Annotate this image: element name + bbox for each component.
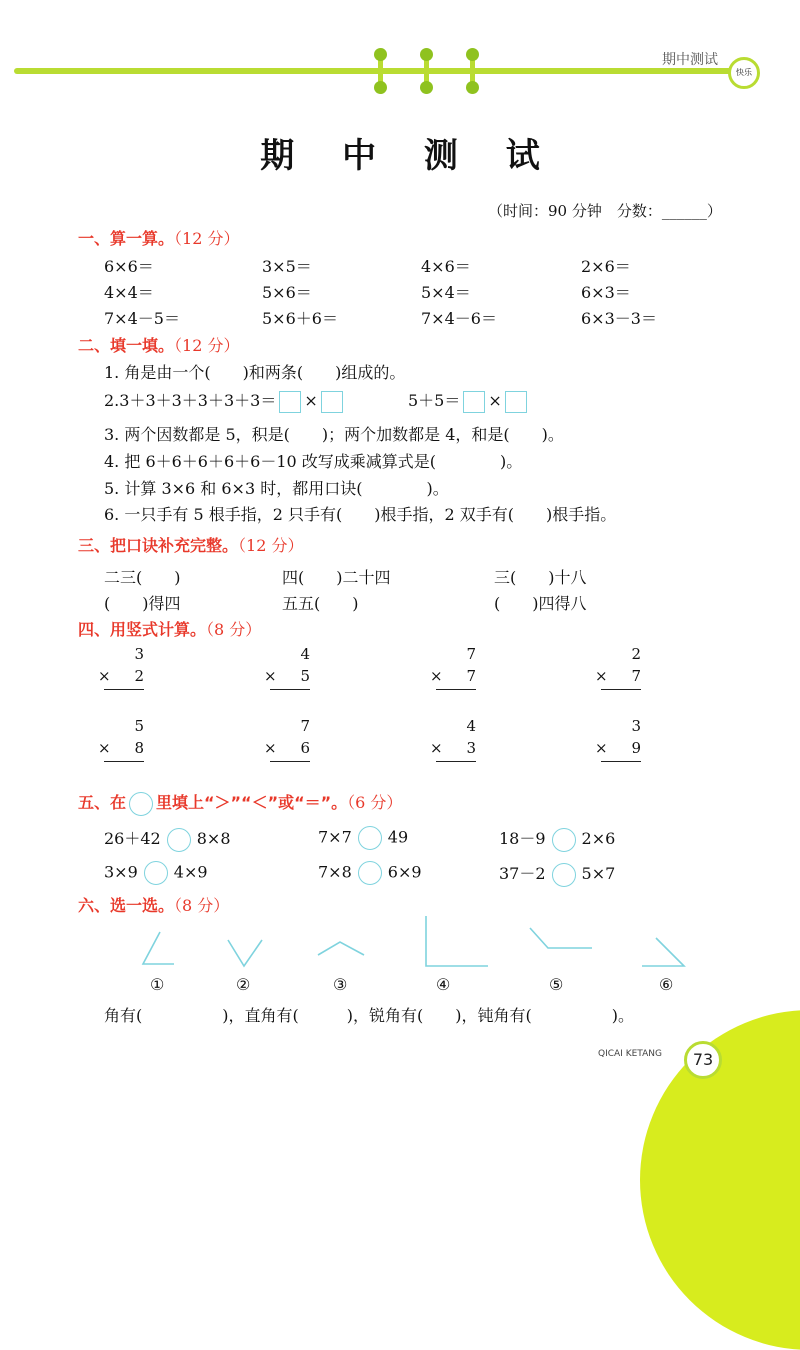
mascot-logo: 快乐 — [728, 57, 760, 89]
fill-question-3: 3. 两个因数都是 5，积是( )；两个加数都是 4，和是( )。 — [104, 425, 564, 444]
calc-item: 6×6＝ — [104, 257, 154, 276]
fill-question-5: 5. 计算 3×6 和 6×3 时，都用口诀( )。 — [104, 479, 449, 498]
angles-figure — [0, 910, 800, 980]
compare-item: 7×7 49 — [318, 826, 408, 850]
angle-label: ④ — [436, 975, 451, 994]
rhyme-item: 三( )十八 — [494, 568, 587, 587]
angle-label: ① — [150, 975, 165, 994]
angle-4-icon — [426, 916, 488, 966]
angle-answer-line: 角有( )，直角有( )，锐角有( )，钝角有( )。 — [104, 1006, 634, 1025]
compare-circle-icon — [129, 792, 153, 816]
times-sign: × — [488, 391, 502, 410]
vertical-multiplication: 3 × 9 — [601, 717, 641, 762]
compare-circle[interactable] — [552, 828, 576, 852]
calc-item: 4×6＝ — [421, 257, 471, 276]
binder-ring-icon — [378, 52, 383, 90]
answer-box[interactable] — [279, 391, 301, 413]
calc-item: 2×6＝ — [581, 257, 631, 276]
rhyme-item: 五五( ) — [282, 594, 359, 613]
fill-question-2 — [104, 388, 530, 413]
angle-label: ⑤ — [549, 975, 564, 994]
question-2-expr-b: 5＋5＝ — [407, 391, 461, 410]
section-6-heading: 六、选一选。（8 分） — [78, 896, 230, 915]
answer-box[interactable] — [321, 391, 343, 413]
vertical-multiplication: 2 × 7 — [601, 645, 641, 690]
section-3-heading: 三、把口诀补充完整。（12 分） — [78, 536, 304, 555]
page-title: 期 中 测 试 — [260, 136, 558, 176]
section-1-heading: 一、算一算。（12 分） — [78, 229, 240, 248]
header-label: 期中测试 — [662, 52, 718, 68]
fill-question-6: 6. 一只手有 5 根手指，2 只手有( )根手指，2 双手有( )根手指。 — [104, 505, 617, 524]
page-number: 73 — [684, 1041, 722, 1079]
calc-item: 5×6＝ — [262, 283, 312, 302]
calc-item: 3×5＝ — [262, 257, 312, 276]
binder-ring-icon — [424, 52, 429, 90]
question-2-expr-a: 2.3＋3＋3＋3＋3＋3＝ — [104, 391, 277, 410]
rhyme-item: 四( )二十四 — [282, 568, 391, 587]
compare-item: 3×9 4×9 — [104, 861, 208, 885]
times-sign: × — [304, 391, 318, 410]
angle-2-icon — [228, 940, 262, 966]
answer-box[interactable] — [463, 391, 485, 413]
compare-circle[interactable] — [358, 861, 382, 885]
angle-1-icon — [143, 932, 174, 964]
calc-item: 7×4－5＝ — [104, 309, 180, 328]
compare-item: 37－2 5×7 — [499, 861, 615, 887]
angle-label: ⑥ — [659, 975, 674, 994]
compare-circle[interactable] — [552, 863, 576, 887]
vertical-multiplication: 7 × 6 — [270, 717, 310, 762]
compare-circle[interactable] — [358, 826, 382, 850]
time-score-info: （时间：90 分钟 分数：______） — [488, 202, 722, 220]
compare-item: 18－9 2×6 — [499, 826, 615, 852]
brand-text: QICAI KETANG — [598, 1049, 662, 1059]
compare-circle[interactable] — [144, 861, 168, 885]
angle-label: ③ — [333, 975, 348, 994]
calc-item: 7×4－6＝ — [421, 309, 497, 328]
section-4-heading: 四、用竖式计算。（8 分） — [78, 620, 262, 639]
calc-item: 6×3－3＝ — [581, 309, 657, 328]
calc-item: 6×3＝ — [581, 283, 631, 302]
binder-ring-icon — [470, 52, 475, 90]
angle-3-icon — [318, 942, 364, 955]
vertical-multiplication: 5 × 8 — [104, 717, 144, 762]
fill-question-1: 1. 角是由一个( )和两条( )组成的。 — [104, 363, 406, 382]
compare-item: 26＋42 8×8 — [104, 826, 231, 852]
calc-item: 5×4＝ — [421, 283, 471, 302]
compare-circle[interactable] — [167, 828, 191, 852]
rhyme-item: ( )四得八 — [494, 594, 587, 613]
angle-label: ② — [236, 975, 251, 994]
angle-5-icon — [530, 928, 592, 948]
compare-item: 7×8 6×9 — [318, 861, 422, 885]
vertical-multiplication: 4 × 5 — [270, 645, 310, 690]
answer-box[interactable] — [505, 391, 527, 413]
rhyme-item: ( )得四 — [104, 594, 181, 613]
section-5-heading: 五、在 里填上“＞”“＜”或“＝”。（6 分） — [78, 790, 402, 816]
angle-6-icon — [642, 938, 684, 966]
calc-item: 4×4＝ — [104, 283, 154, 302]
rhyme-item: 二三( ) — [104, 568, 181, 587]
vertical-multiplication: 4 × 3 — [436, 717, 476, 762]
section-2-heading: 二、填一填。（12 分） — [78, 336, 240, 355]
vertical-multiplication: 3 × 2 — [104, 645, 144, 690]
fill-question-4: 4. 把 6＋6＋6＋6＋6－10 改写成乘减算式是( )。 — [104, 452, 523, 471]
calc-item: 5×6＋6＝ — [262, 309, 338, 328]
vertical-multiplication: 7 × 7 — [436, 645, 476, 690]
